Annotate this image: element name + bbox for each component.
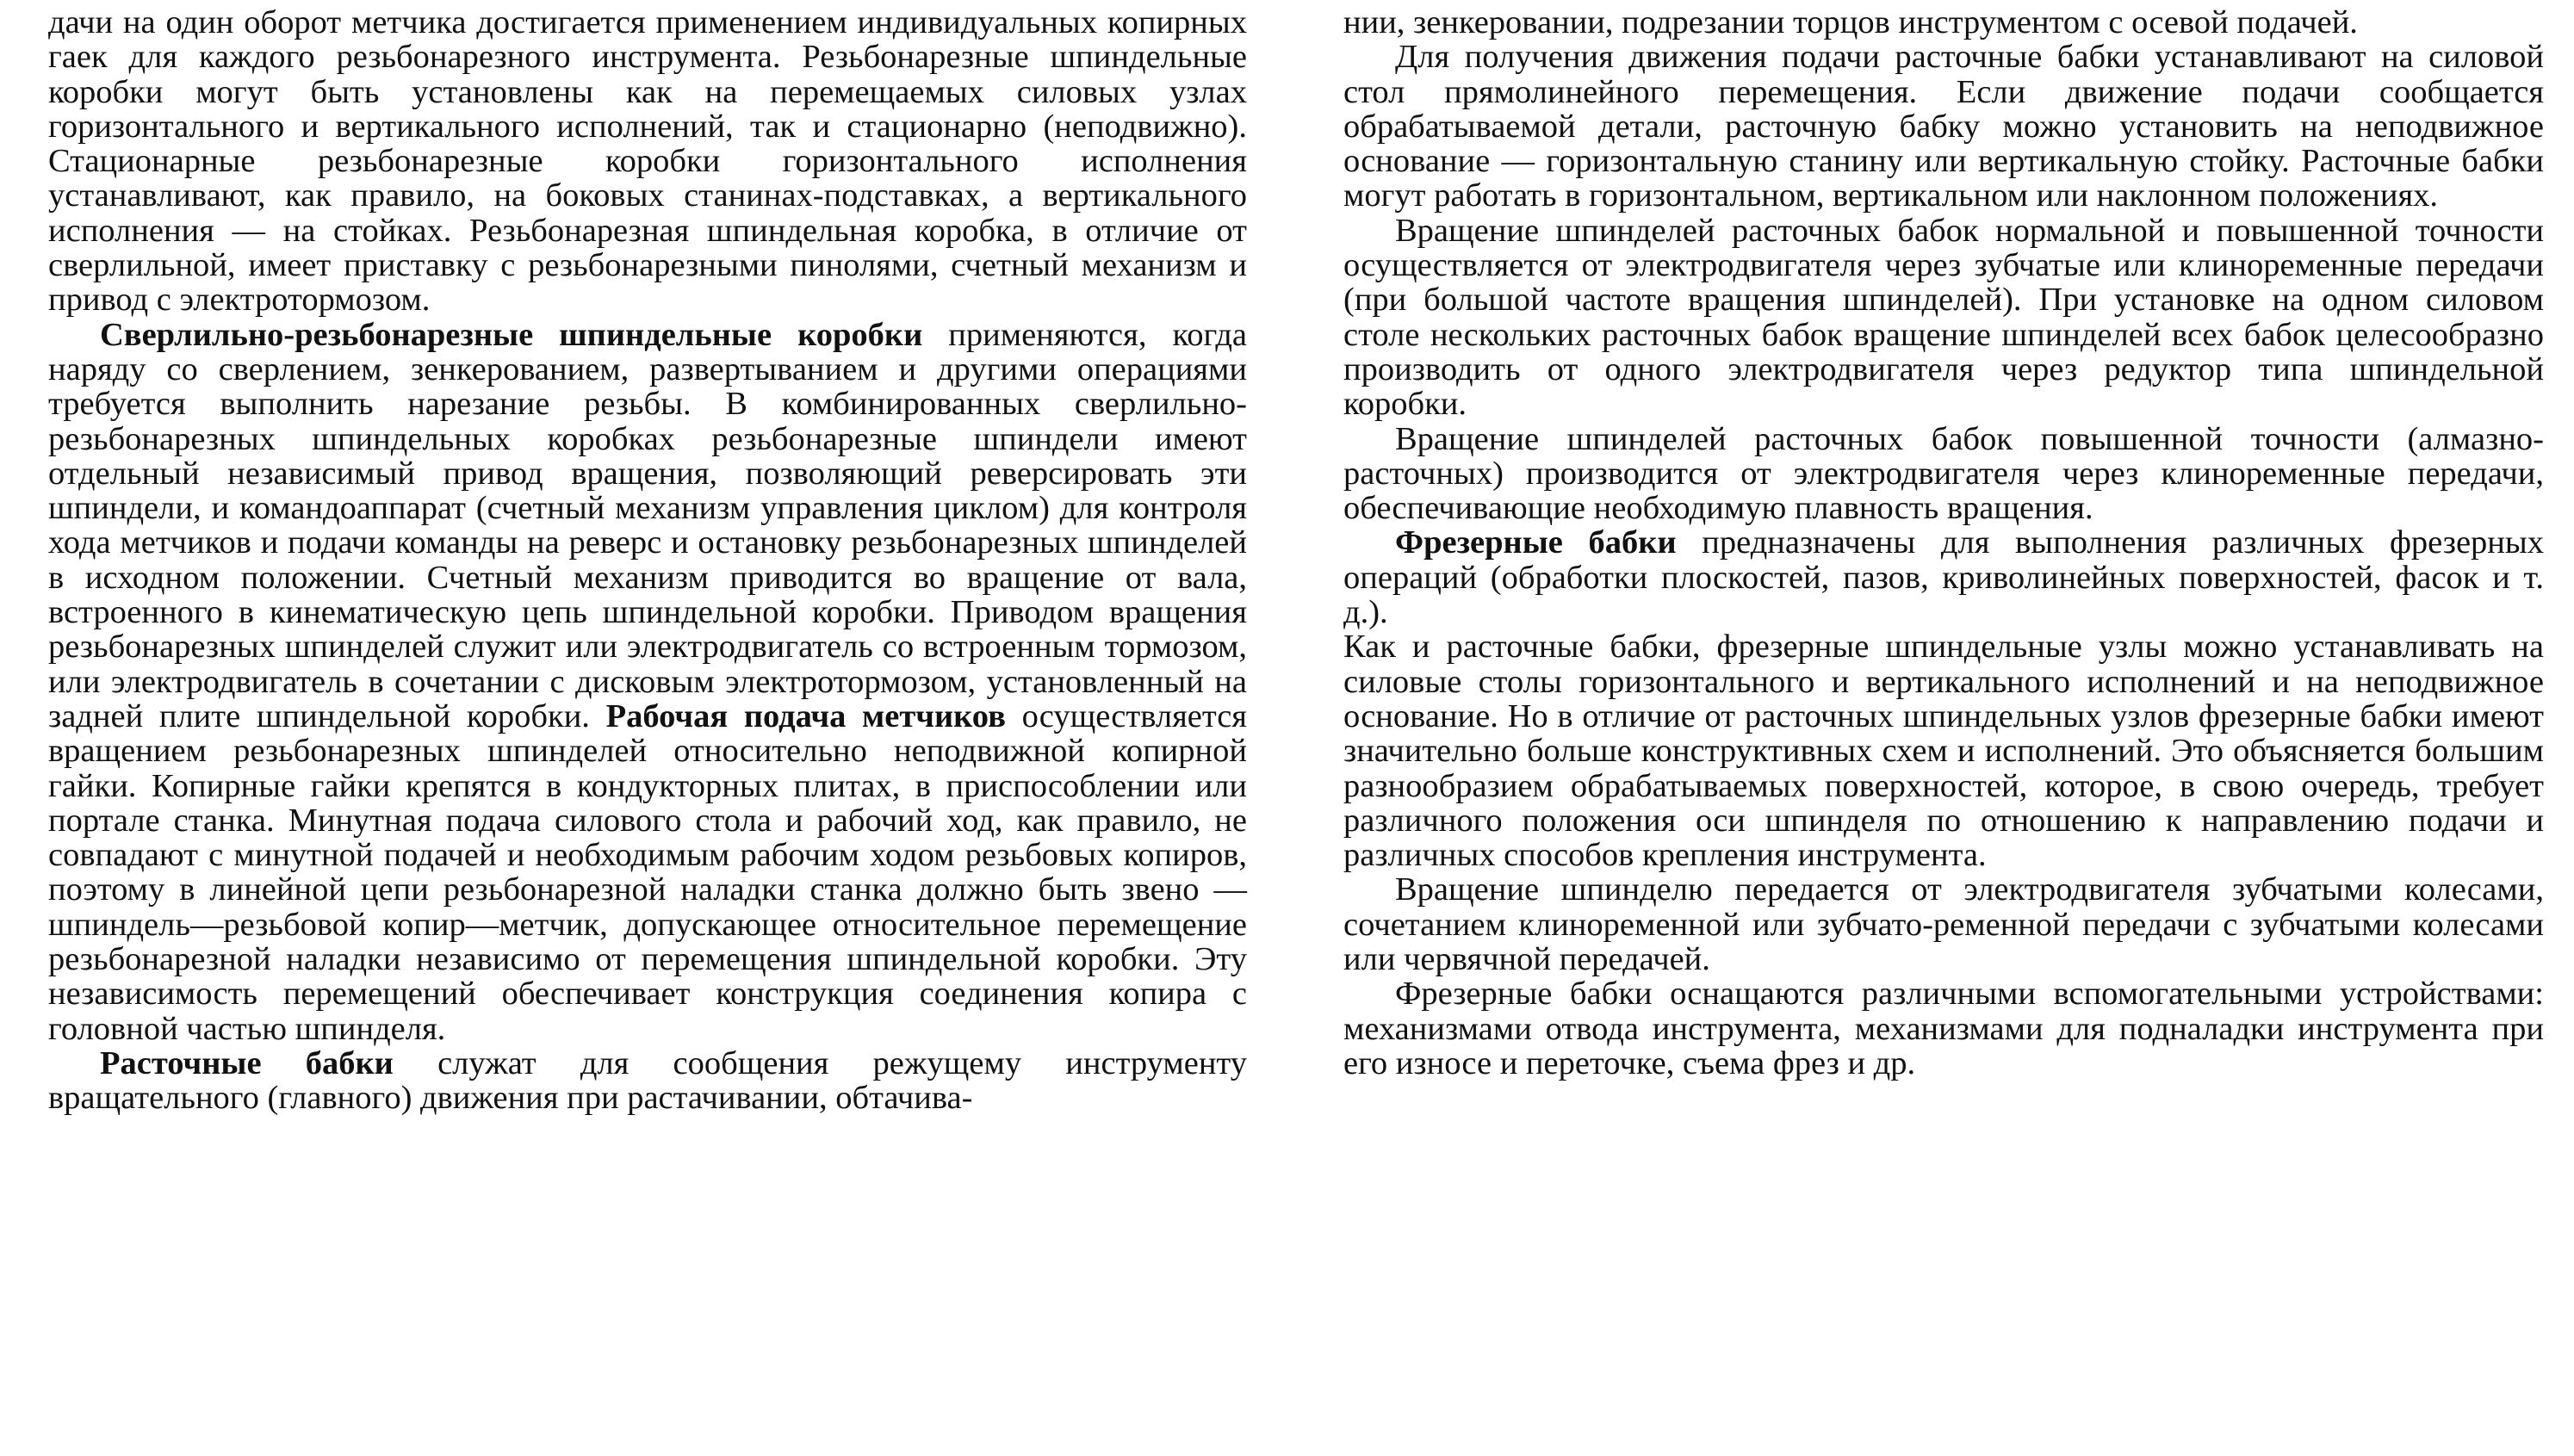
paragraph-tapping-boxes-continued: дачи на один оборот метчика достигается применением индивидуальных копирных гаек для каждого резьбонарезного инструмента. Резьбонарезные шпиндельные коробки могут быть установлены как на перемещаемых силовых узлах горизонтального и вертикального исполнений, так и стационарно (неподвижно). Стационарные резьбонарезные коробки горизонтального исполнения устанавливают, как правило, на боковых станинах-подставках, а вертикального исполнения — на стойках. Резьбонарезная шпиндельная коробка, в отличие от сверлильной, имеет приставку с резьбонарезными пинолями, счетный механизм и привод с электротормозом. xyxy=(48,4,1247,319)
paragraph-precision-boring: Вращение шпинделей расточных бабок повышенной точности (алмазно-расточных) производится от электродвигателя через клиноременные передачи, обеспечивающие необходимую плавность вращения. xyxy=(1343,420,2544,527)
term-drill-tap-boxes: Сверлильно-резьбонарезные шпиндельные коробки xyxy=(100,316,923,353)
term-milling-heads: Фрезерные бабки xyxy=(1395,524,1677,561)
paragraph-milling-equipment: Фрезерные бабки оснащаются различными вспомогательными устройствами: механизмами отвода инструмента, механизмами для подналадки инструмента при его износе и переточке, съема фрез и др. xyxy=(1343,976,2544,1081)
text-boring-heads: служат для сообщения режущему инструменту вращательного (главного) движения при растачивании, обтачива- xyxy=(48,1044,1247,1117)
paragraph-boring-heads xyxy=(48,1046,1247,1116)
paragraph-feed-motion: Для получения движения подачи расточные бабки устанавливают на силовой стол прямолинейного перемещения. Если движение подачи сообщается обрабатываемой детали, расточную бабку можно установить на неподвижное основание — горизонтальную станину или вертикальную стойку. Расточные бабки могут работать в горизонтальном, вертикальном или наклонном положениях. xyxy=(1343,39,2544,214)
paragraph-boring-continued: нии, зенкеровании, подрезании торцов инструментом с осевой подачей. xyxy=(1343,4,2358,40)
term-tap-feed: Рабочая подача метчиков xyxy=(605,697,1006,734)
paragraph-milling-mounting: Как и расточные бабки, фрезерные шпиндельные узлы можно устанавливать на силовые столы горизонтального и вертикального исполнений и на неподвижное основание. Но в отличие от расточных шпиндельных узлов фрезерные бабки имеют значительно больше конструктивных схем и исполнений. Это объясняется большим разнообразием обрабатываемых поверхностей, которое, в свою очередь, требует различного положения оси шпинделя по отношению к направлению подачи и различных способов крепления инструмента. xyxy=(1343,629,2544,874)
right-column xyxy=(1343,5,2544,1081)
paragraph-spindle-rotation: Вращение шпинделей расточных бабок нормальной и повышенной точности осуществляется от электродвигателя через зубчатые или клиноременные передачи (при большой частоте вращения шпинделей). При установке на одном силовом столе нескольких расточных бабок вращение шпинделей всех бабок целесообразно производить от одного электродвигателя через редуктор типа шпиндельной коробки. xyxy=(1343,212,2544,423)
text-drill-tap-boxes-a: применяются, когда наряду со сверлением, зенкерованием, развертыванием и другими операциями требуется выполнить нарезание резьбы. В комбинированных сверлильно-резьбонарезных шпиндельных коробках резьбонарезные шпиндели имеют отдельный независимый привод вращения, позволяющий реверсировать эти шпиндели, и командоаппарат (счетный механизм управления циклом) для контроля хода метчиков и подачи команды на реверс и остановку резьбонарезных шпинделей в исходном положении. Счетный механизм приводится во вращение от вала, встроенного в кинематическую цепь шпиндельной коробки. Приводом вращения резьбонарезных шпинделей служит или электродвигатель со встроенным тормозом, или электродвигатель в сочетании с дисковым электротормозом, установленный на задней плите шпиндельной коробки. xyxy=(48,316,1247,734)
paragraph-milling-drive: Вращение шпинделю передается от электродвигателя зубчатыми колесами, сочетанием клиноременной или зубчато-ременной передачи с зубчатыми колесами или червячной передачей. xyxy=(1343,871,2544,978)
paragraph-milling-heads xyxy=(1343,525,2544,629)
text-drill-tap-boxes-b: осуществляется вращением резьбонарезных шпинделей относительно неподвижной копирной гайки. Копирные гайки крепятся в кондукторных плитах, в приспособлении или портале станка. Минутная подача силового стола и рабочий ход, как правило, не совпадают с минутной подачей и необходимым рабочим ходом резьбовых копиров, поэтому в линейной цепи резьбонарезной наладки станка должно быть звено — шпиндель—резьбовой копир—метчик, допускающее относительное перемещение резьбонарезной наладки независимо от перемещения шпиндельной коробки. Эту независимость перемещений обеспечивает конструкция соединения копира с головной частью шпинделя. xyxy=(48,697,1247,1047)
paragraph-drill-tap-boxes xyxy=(48,318,1247,1046)
text-milling-heads: предназначены для выполнения различных фрезерных операций (обработки плоскостей, пазов, криволинейных поверхностей, фасок и т. д.). xyxy=(1343,524,2544,631)
term-boring-heads: Расточные бабки xyxy=(100,1044,394,1081)
left-column xyxy=(48,5,1247,1116)
